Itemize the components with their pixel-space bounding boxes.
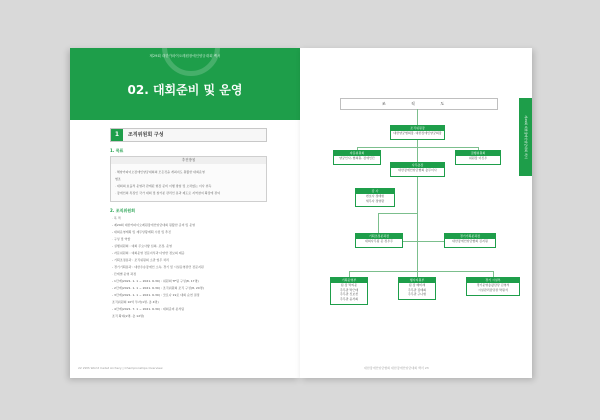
org-line: 조직 확대(2명, 총 12명) xyxy=(112,314,145,318)
org-line: · 목 적 xyxy=(112,216,121,220)
org-line: · 단계별 운영 과정 xyxy=(112,272,137,276)
org-box-line: 주무관 윤서희 xyxy=(339,296,359,301)
org-box-line: 대한장애인양궁협회 김지원 xyxy=(452,239,488,243)
policy-line: · 대회의 효율적 운영과 관계된 현장 준비 이행 방침 및 오차없는 이사 취득 xyxy=(115,184,212,188)
org-box-line: 양궁인사, 협의원, 장애인단 xyxy=(339,156,375,160)
org-box-title: 자문위원회 xyxy=(333,150,381,156)
org-box-title: 기획조정분과장 xyxy=(355,233,403,239)
org-line: - 2단계(2021. 1. 1 ~ 2021. 6.30) : 조직위원회 조직 구성(8, 20명) xyxy=(112,286,204,290)
chapter-title: 02. 대회준비 및 운영 xyxy=(127,83,243,97)
org-box-line: 경기운영총괄담당 김영석 xyxy=(476,283,510,287)
banner-emblem-arc xyxy=(162,48,220,76)
org-box-title: 경기기획분과장 xyxy=(444,233,496,239)
org-connector xyxy=(378,213,418,214)
org-line: - 실행위원회 : 대회 주요사항 심의, 조정, 운영 xyxy=(112,244,172,248)
banner-subtitle: 제29회 대한카파이오레원장애인양궁대회 백서 xyxy=(149,54,221,58)
right-page-folio: 대한장애인양궁협회 대한장애인양궁대회 백서 23 xyxy=(364,366,429,370)
policy-box xyxy=(110,156,267,202)
org-line: - 자문위원회 : 대회운영 전문지식과 다양한 정보의 제공 xyxy=(112,251,185,255)
org-box-facilities xyxy=(466,277,520,296)
org-box-line: 팀 장 배미래 xyxy=(408,283,426,287)
org-box-title: 집행위원회 xyxy=(455,150,501,156)
org-box-title: 감 사 xyxy=(355,188,395,194)
org-line: - 3단계(2021. 1. 1 ~ 2021. 6.30) : 코로나 19로 대회 순연 결정 xyxy=(112,293,200,297)
org-connector xyxy=(417,109,418,125)
org-connector xyxy=(378,213,379,233)
org-line: · 구성 및 역할 xyxy=(112,237,131,241)
org-box-chairman xyxy=(390,125,445,140)
chapter-banner xyxy=(70,48,300,120)
org-connector xyxy=(417,139,418,162)
org-box-line: 팀 장 박지운 xyxy=(340,283,358,287)
org-chart-title: 조 직 도 xyxy=(340,98,498,110)
org-box-line: 주무관 박근태 xyxy=(339,287,359,292)
org-connector xyxy=(349,271,493,272)
policy-box-title: 추진방침 xyxy=(111,157,266,164)
org-box-line: 주무관 구나현 xyxy=(407,292,427,296)
org-line: - 기획조정분과 : 조직위원회 소관 업무 처리 xyxy=(112,258,170,262)
org-line: - 경기기획분과 : 대한우슈장애인 소속, 경기 및 시설운영관련 전문지원 xyxy=(112,265,204,269)
org-heading: 2. 조직위원회 xyxy=(110,208,136,213)
chapter-side-tab-label: 제29회 대한장애인양궁대회 백서 xyxy=(524,115,528,159)
org-box-line: 대한양궁협회장, 대한장애인양궁회장 xyxy=(393,131,442,135)
org-box-line: 세무사 정영환 xyxy=(365,198,385,203)
policy-line: · 해양카파이오장애인양궁대회의 모든것을 개최지도 원활한 대회운영 xyxy=(115,170,205,174)
org-box-competition-division xyxy=(444,233,496,248)
left-page-folio: 22 29th World Cadet Archery | Championships Overview xyxy=(78,366,163,370)
org-box-planning-ops xyxy=(330,277,368,305)
org-box-line: 시설관리담당관 박원석 xyxy=(478,287,508,292)
org-box-planning-division xyxy=(355,233,403,248)
org-line: - 4단계(2021. 7. 1 ~ 2021. 6.30) : 대회준비 분석팀 xyxy=(112,307,185,311)
section-header xyxy=(110,128,267,142)
org-box-line: 대한장애인양궁협회 총무이사 xyxy=(398,168,437,172)
org-box-line: 주무관 김태희 xyxy=(407,287,427,292)
section-title: 조직위원회 구성 xyxy=(128,132,164,138)
org-box-secretary-general xyxy=(390,162,445,177)
policy-line: · 장애인의 특징인 국가 대회 및 참가분 관리인 분과 제도로 지역참여 확장에 관여 xyxy=(115,191,221,195)
org-box-line: 위원장 이진우 xyxy=(468,156,488,160)
right-page xyxy=(300,48,532,378)
purpose-heading: 1. 목표 xyxy=(110,148,124,153)
org-box-title: 경기 시설부 xyxy=(466,277,520,283)
org-line: - 대회운영계획 및 재무상황계획 수립 및 추진 xyxy=(112,230,171,234)
org-box-title: 조직위원장 xyxy=(390,125,445,131)
org-box-line: 대회사무팀 문 정우주 xyxy=(365,239,393,243)
org-line: 조직위원회 10억 투자(1명, 총 4명) xyxy=(112,300,159,304)
org-box-title: 사무총장 xyxy=(390,162,445,168)
left-page xyxy=(70,48,300,378)
org-box-event-support xyxy=(398,277,436,300)
org-box-executive xyxy=(455,150,501,165)
policy-line: 협조 xyxy=(115,177,121,181)
org-box-title: 행사지원부 xyxy=(398,277,436,283)
org-line: - 제29회 대한카파이오레원장애인양궁대회 원활한 준비 및 운영 xyxy=(112,223,196,227)
org-connector xyxy=(417,176,418,271)
org-connector xyxy=(357,147,478,148)
org-box-advisory xyxy=(333,150,381,165)
org-box-line: 주무관 신보선 xyxy=(339,292,359,296)
org-box-line: 변호사 정태현 xyxy=(365,194,385,198)
org-box-audit xyxy=(355,188,395,207)
org-line: - 1단계(2021. 1. 1 ~ 2021. 6.30) : 위원회 TF팀 구성(8, 17명) xyxy=(112,279,199,283)
section-number: 1 xyxy=(111,129,123,141)
org-box-title: 기획운영부 xyxy=(330,277,368,283)
